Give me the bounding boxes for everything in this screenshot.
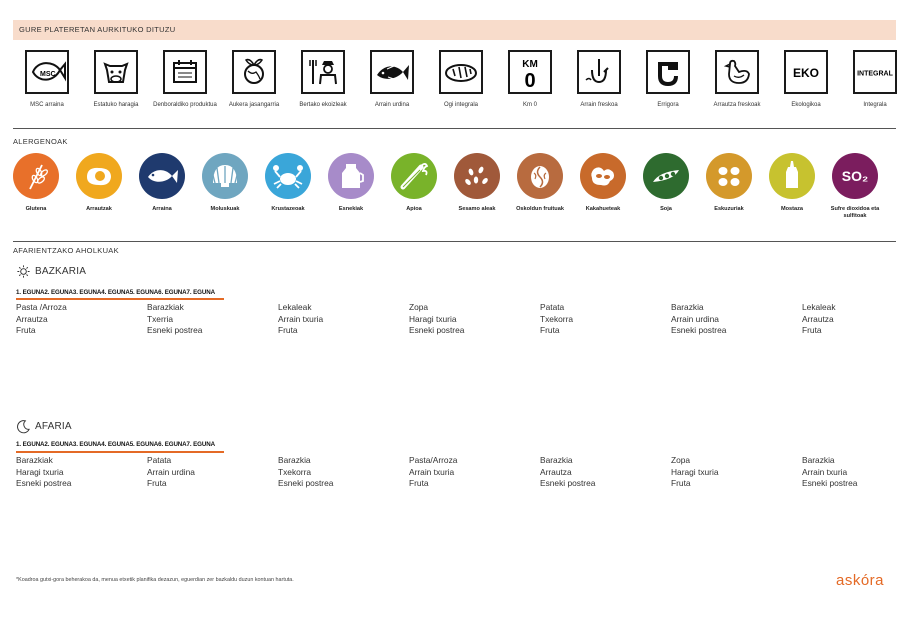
allergen-peanuts	[568, 153, 638, 213]
svg-text:INTEGRAL: INTEGRAL	[857, 70, 893, 78]
menu-item: Txerria	[147, 313, 174, 324]
crab-icon	[265, 153, 311, 199]
menu-item: Fruta	[540, 325, 560, 335]
farmer-icon	[301, 50, 345, 94]
sun-icon	[16, 264, 31, 279]
dinner-day-5	[540, 455, 660, 490]
bread-icon	[439, 50, 483, 94]
allergen-sesame	[442, 153, 512, 213]
allergen-name: Arrautzak	[86, 206, 112, 212]
allergen-name: Soja	[660, 206, 672, 212]
menu-item: Fruta	[147, 478, 167, 488]
errigora-icon	[646, 50, 690, 94]
milk-icon	[328, 153, 374, 199]
menu-item: Esneki postrea	[278, 478, 334, 488]
allergen-dairy	[316, 153, 386, 213]
label-name: Integrala	[863, 102, 887, 108]
label-cow	[83, 50, 149, 109]
hen-icon	[715, 50, 759, 94]
divider	[13, 241, 896, 242]
allergen-name: Krustazeoak	[271, 206, 305, 212]
integral-icon	[853, 50, 897, 94]
lunch-day-6	[671, 302, 791, 337]
menu-item: Arrain urdina	[147, 466, 195, 477]
allergens-row	[13, 153, 896, 225]
allergen-soy	[631, 153, 701, 213]
label-name: Ekologikoa	[791, 102, 821, 108]
label-name: Arrain freskoa	[580, 102, 618, 108]
footnote: *Koadroa gutxi-gora beherakoa da, menua etxetik planifika dezazun, eguerdian zer bazkaldu duzun kontuan hartuta.	[16, 577, 294, 583]
dinner-day-2	[147, 455, 267, 490]
nut-icon	[517, 153, 563, 199]
allergen-name: Mostaza	[780, 206, 804, 212]
allergen-mustard	[757, 153, 827, 213]
menu-item: Fruta	[802, 325, 822, 335]
allergen-name: Oskoldun fruituak	[516, 206, 564, 212]
menu-item: Pasta /Arroza	[16, 302, 67, 312]
moon-icon	[16, 419, 31, 434]
label-integral	[842, 50, 900, 109]
menu-item: Barazkiak	[147, 302, 184, 312]
menu-item: Barazkiak	[16, 455, 53, 465]
lunch-title: BAZKARIA	[35, 266, 87, 277]
calendar-icon	[163, 50, 207, 94]
menu-item: Patata	[540, 302, 565, 312]
allergen-name: Moluskuak	[210, 206, 240, 212]
svg-text:EKO: EKO	[792, 66, 820, 80]
wheat-icon	[13, 153, 59, 199]
label-organic	[773, 50, 839, 109]
menu-item: Esneki postrea	[16, 478, 72, 488]
label-name: Arrautza freskoak	[713, 102, 761, 108]
menu-item: Arrautza	[540, 466, 572, 477]
dinner-day-6	[671, 455, 791, 490]
lunch-day-4	[409, 302, 529, 337]
globe-leaf-icon	[232, 50, 276, 94]
askora-logo: askóra	[836, 572, 885, 589]
label-local-producers	[290, 50, 356, 109]
dinner-day-underline	[16, 451, 224, 453]
allergen-tree-nuts	[505, 153, 575, 213]
menu-item: Pasta/Arroza	[409, 455, 458, 465]
dinner-day-headers: 1. EGUNA2. EGUNA3. EGUNA4. EGUNA5. EGUNA6. EGUNA7. EGUNA	[16, 441, 215, 448]
allergen-name: Glutena	[25, 206, 47, 212]
menu-item: Arrautza	[16, 313, 48, 324]
celery-icon	[391, 153, 437, 199]
shell-icon	[202, 153, 248, 199]
blue-fish-icon	[370, 50, 414, 94]
allergen-name: Esnekiak	[338, 206, 364, 212]
msc-fish-icon	[25, 50, 69, 94]
allergen-sulphites	[820, 153, 890, 220]
menu-item: Arrain txuria	[409, 466, 455, 477]
menu-item: Barazkia	[278, 455, 311, 465]
dinner-day-1	[16, 455, 136, 490]
label-name: Arrain urdina	[374, 102, 410, 108]
lunch-day-3	[278, 302, 398, 337]
so2-icon	[832, 153, 878, 199]
sesame-icon	[454, 153, 500, 199]
menu-item: Arrain txuria	[278, 313, 324, 324]
label-name: MSC arraina	[30, 102, 64, 108]
menu-item: Barazkia	[671, 302, 704, 312]
menu-item: Lekaleak	[802, 302, 836, 312]
lunch-day-7	[802, 302, 892, 337]
label-name: Denboraldiko produktua	[153, 102, 217, 108]
menu-item: Fruta	[278, 325, 298, 335]
menu-item: Haragi txuria	[16, 466, 64, 477]
allergen-molluscs	[190, 153, 260, 213]
menu-item: Barazkia	[802, 455, 835, 465]
allergen-crustaceans	[253, 153, 323, 213]
header-title: GURE PLATERETAN AURKITUKO DITUZU	[19, 25, 176, 34]
menu-item: Fruta	[671, 478, 691, 488]
menu-item: Esneki postrea	[671, 325, 727, 335]
allergen-gluten	[1, 153, 71, 213]
dinner-day-4	[409, 455, 529, 490]
label-name: Aukera jasangarria	[228, 102, 280, 108]
lunch-day-2	[147, 302, 267, 337]
label-km0	[497, 50, 563, 109]
menu-item: Esneki postrea	[540, 478, 596, 488]
allergen-name: Sesamo aleak	[458, 206, 496, 212]
header-banner	[13, 20, 896, 40]
menu-item: Patata	[147, 455, 172, 465]
menu-item: Lekaleak	[278, 302, 312, 312]
egg-icon	[76, 153, 122, 199]
eko-icon	[784, 50, 828, 94]
dinner-day-3	[278, 455, 398, 490]
svg-text:0: 0	[524, 70, 536, 92]
label-blue-fish	[359, 50, 425, 109]
label-season	[152, 50, 218, 109]
allergen-fish	[127, 153, 197, 213]
menu-item: Fruta	[409, 478, 429, 488]
menu-item: Txekorra	[540, 313, 574, 324]
allergen-name: Arraina	[152, 206, 172, 212]
menu-item: Arrautza	[802, 313, 834, 324]
label-name: Km 0	[522, 102, 537, 108]
svg-text:MSC: MSC	[40, 71, 56, 78]
lupin-icon	[706, 153, 752, 199]
peanut-icon	[580, 153, 626, 199]
label-name: Errigora	[657, 102, 679, 108]
label-sustainable	[221, 50, 287, 109]
hook-icon	[577, 50, 621, 94]
dinner-header	[16, 419, 72, 434]
label-wholegrain-bread	[428, 50, 494, 109]
allergen-eggs	[64, 153, 134, 213]
menu-item: Txekorra	[278, 466, 312, 477]
menu-item: Esneki postrea	[802, 478, 858, 488]
soy-icon	[643, 153, 689, 199]
fish-icon	[139, 153, 185, 199]
menu-item: Esneki postrea	[409, 325, 465, 335]
allergen-name: Sufre dioxidoa eta sulfitoak	[830, 206, 880, 219]
menu-item: Zopa	[671, 455, 691, 465]
svg-text:SO₂: SO₂	[841, 168, 869, 184]
label-name: Ogi integrala	[443, 102, 479, 108]
dinner-title: AFARIA	[35, 421, 72, 432]
lunch-day-underline	[16, 298, 224, 300]
lunch-day-headers: 1. EGUNA2. EGUNA3. EGUNA4. EGUNA5. EGUNA6. EGUNA7. EGUNA	[16, 289, 215, 296]
menu-item: Arrain txuria	[802, 466, 848, 477]
allergen-name: Kakahueteak	[585, 206, 621, 212]
menu-item: Barazkia	[540, 455, 573, 465]
label-msc	[14, 50, 80, 109]
label-name: Bertako ekoizleak	[299, 102, 347, 108]
mustard-icon	[769, 153, 815, 199]
lunch-day-5	[540, 302, 660, 337]
label-fresh-fish	[566, 50, 632, 109]
lunch-header	[16, 264, 86, 279]
label-errigora	[635, 50, 701, 109]
menu-item: Haragi txuria	[671, 466, 719, 477]
labels-row	[13, 50, 896, 122]
label-name: Estatuko haragia	[93, 102, 139, 108]
allergen-name: Eskuzuriak	[714, 206, 744, 212]
label-fresh-eggs	[704, 50, 770, 109]
dinner-day-7	[802, 455, 892, 490]
allergen-name: Apioa	[406, 206, 422, 212]
allergen-celery	[379, 153, 449, 213]
menu-item: Esneki postrea	[147, 325, 203, 335]
menu-item: Zopa	[409, 302, 429, 312]
menu-item: Arrain urdina	[671, 313, 719, 324]
advice-title: AFARIENTZAKO AHOLKUAK	[13, 246, 119, 255]
allergen-lupin	[694, 153, 764, 213]
km0-icon	[508, 50, 552, 94]
menu-item: Haragi txuria	[409, 313, 457, 324]
cow-icon	[94, 50, 138, 94]
divider	[13, 128, 896, 129]
lunch-day-1	[16, 302, 136, 337]
allergens-title: ALERGENOAK	[13, 137, 68, 146]
svg-text:KM: KM	[522, 59, 538, 70]
menu-item: Fruta	[16, 325, 36, 335]
